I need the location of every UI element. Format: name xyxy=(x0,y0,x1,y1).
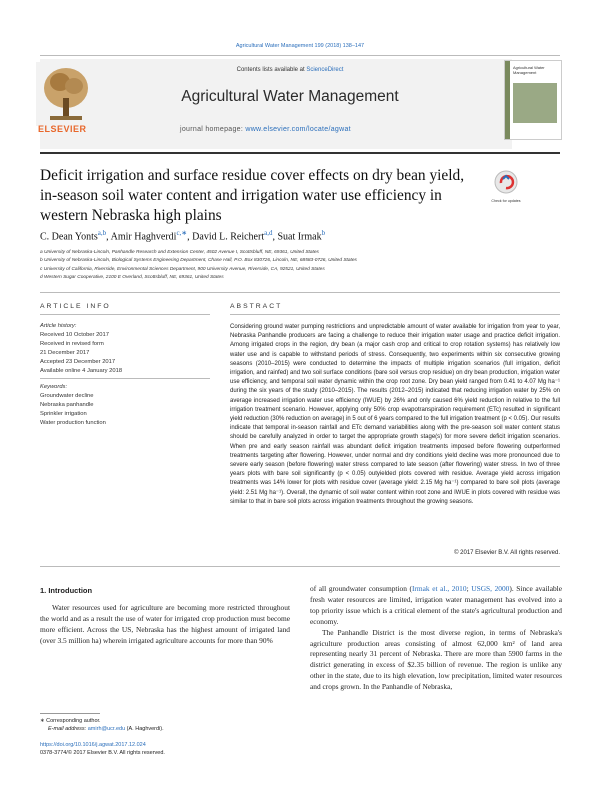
journal-name: Agricultural Water Management xyxy=(181,88,399,105)
article-history-label: Article history: xyxy=(40,323,77,329)
keywords xyxy=(40,383,210,428)
history-entry: Accepted 23 December 2017 xyxy=(40,359,116,365)
elsevier-tree-logo xyxy=(36,62,96,126)
footnote-rule xyxy=(40,713,100,714)
abstract-rule xyxy=(230,314,560,315)
affiliation: c University of California, Riverside, Environmental Sciences Department, 900 University Avenue, Riverside, CA, 92521, United States xyxy=(40,266,325,272)
elsevier-wordmark: ELSEVIER xyxy=(38,124,87,134)
abstract-heading: ABSTRACT xyxy=(230,303,283,310)
doi-link[interactable]: https://doi.org/10.1016/j.agwat.2017.12.024 xyxy=(40,742,146,748)
article-history xyxy=(40,322,210,376)
keywords-label: Keywords: xyxy=(40,384,68,390)
intro-left-column: Water resources used for agriculture are becoming more restricted throughout the world and as a result the use of water for irrigated crop production must become more efficient. Across the US, Nebraska has the highest amount of irrigated land (over 3.5 million ha) wherein irrigated agriculture accounts for more than 90% xyxy=(40,603,290,645)
copyright-notice: © 2017 Elsevier B.V. All rights reserved. xyxy=(454,550,560,556)
email-link[interactable]: amirh@ucr.edu xyxy=(87,726,126,732)
author-name: Suat Irmak xyxy=(277,231,322,243)
intro-paragraph: The Panhandle District is the most diverse region, in terms of Nebraska's agriculture production areas consisting of almost 62,000 km² of land area representing nearly 31 percent of Nebraska. There are more than 5900 farms in the district generating in excess of $2.35 billion of revenue. The region is unlike any other in the state, due to its high elevation, low precipitation, limited water resources and crops grown. In the Panhandle of Nebraska, xyxy=(310,627,562,692)
footnotes xyxy=(40,717,300,733)
history-entry: Available online 4 January 2018 xyxy=(40,368,123,374)
cover-band xyxy=(505,61,510,139)
affiliations xyxy=(40,249,540,282)
journal-homepage xyxy=(180,126,480,133)
corresponding-author-note: ∗ Corresponding author. xyxy=(40,718,101,724)
author-list: C. Dean Yonts$^{a,b}$, Amir Haghverdi$^{c,∗}$, David L. Reichert$^{a,d}$, Suat Irmak$^b$ xyxy=(40,229,326,243)
history-entry: 21 December 2017 xyxy=(40,350,90,356)
body-divider xyxy=(40,566,560,567)
affiliation-divider xyxy=(40,292,560,293)
journal-reference[interactable]: Agricultural Water Management 199 (2018) 138–147 xyxy=(235,43,365,49)
sciencedirect-link[interactable]: ScienceDirect xyxy=(306,67,344,73)
affiliation: a University of Nebraska-Lincoln, Panhandle Research and Extension Center, 4502 Avenue I, Scottsbluff, NE, 69361, United States xyxy=(40,250,319,255)
text-run: ). Since available fresh water resources are limited, irrigation water management has evolved into a top priority issue which is a critical element of the state's agricultural production and economy. xyxy=(310,584,563,626)
homepage-prefix: journal homepage: xyxy=(180,126,246,133)
article-info-heading: ARTICLE INFO xyxy=(40,303,111,310)
check-updates-label: Check for updates xyxy=(491,199,521,203)
introduction-heading: 1. Introduction xyxy=(40,586,93,595)
citation-link[interactable]: Irmak et al., 2010 xyxy=(411,584,467,593)
author-affiliation-marker[interactable]: a,b xyxy=(97,229,107,237)
email-label: E-mail address: xyxy=(48,726,88,732)
author-affiliation-marker[interactable]: b xyxy=(321,229,326,237)
author-affiliation-marker[interactable]: a,d xyxy=(264,229,273,237)
intro-right-column xyxy=(310,584,562,693)
issn-line: 0378-3774/© 2017 Elsevier B.V. All rights reserved. xyxy=(40,750,165,756)
affiliation: d Western Sugar Cooperative, 2100 E Overland, Scottsbluff, NE, 69361, United States xyxy=(40,274,224,280)
contents-line xyxy=(140,67,440,73)
affiliation: b University of Nebraska-Lincoln, Biological Systems Engineering Department, Chase Hall, P.O. Box 830726, Lincoln, NE, 68583-0726, United States xyxy=(40,258,357,264)
homepage-link[interactable]: www.elsevier.com/locate/agwat xyxy=(245,126,351,133)
cover-title: Agricultural Water Management xyxy=(513,65,545,75)
author-affiliation-marker[interactable]: c,∗ xyxy=(176,229,188,237)
title-rule xyxy=(40,152,560,154)
keyword: Water production function xyxy=(40,420,106,426)
history-entry: Received 10 October 2017 xyxy=(40,332,109,338)
email-note xyxy=(40,725,300,733)
keyword: Sprinkler irrigation xyxy=(40,411,87,417)
author-name: David L. Reichert xyxy=(192,231,265,243)
contents-prefix: Contents lists available at xyxy=(236,67,307,73)
cover-image xyxy=(513,83,557,123)
text-run: ; xyxy=(466,584,472,593)
keyword: Nebraska panhandle xyxy=(40,402,94,408)
article-info-rule xyxy=(40,314,210,315)
author-name: Amir Haghverdi xyxy=(110,231,177,243)
email-suffix: (A. Haghverdi). xyxy=(125,726,164,732)
paper-title: Deficit irrigation and surface residue cover effects on dry bean yield, in-season soil water content and irrigation water use efficiency in western Nebraska high plains xyxy=(40,167,465,224)
keyword: Groundwater decline xyxy=(40,393,94,399)
history-entry: Received in revised form xyxy=(40,341,104,347)
journal-cover-thumbnail xyxy=(504,60,562,140)
author-name: C. Dean Yonts xyxy=(40,231,98,243)
check-updates-icon xyxy=(494,170,518,194)
intro-paragraph xyxy=(310,584,562,628)
header-divider xyxy=(40,55,560,56)
keywords-rule xyxy=(40,378,210,379)
check-for-updates-badge[interactable] xyxy=(491,170,521,203)
text-run: of all groundwater consumption ( xyxy=(310,584,412,593)
doi-block xyxy=(40,741,300,757)
abstract-body: Considering ground water pumping restrictions and unpredictable amount of water available for irrigation from year to year, Nebraska Panhandle producers are facing a challenge to reduce their irrigation water usage and practice deficit irrigation. Among irrigated crops in the region, dry bean (a major cash crop and critical to crop rotation systems) has relatively low water use and is capable to withstand periods of stress. Consequently, two experiments within six consecutive growing seasons (2010–2015) were conducted to determine the impacts of multiple irrigation scenarios (full irrigation, deficit irrigation, and rainfed) and two soil surface conditions (bare soil versus crop residue) on dry bean production, irrigation water use efficiency, and temporal soil water dynamic within the crop root zone. Dry bean yield ranged from 0.41 to 4.07 Mg ha⁻¹ during the six years of the study (2010–2015). The results (2012–2015) indicated that reducing irrigation water by 25% on average increased irrigation water use efficiency (IWUE) by 26% and only caused 6% yield reduction in relative to the full irrigation treatment scenario. However, applying only 50% crop evapotranspiration requirement (ETc) resulted in significant yield reduction (30% reduction on average) in 5 out of 6 years compared to the full irrigation treatment (p < 0.05). Our results indicate that temporal in-season rainfall and ETc demand variabilities along with the pre-season soil water content status should be carefully analyzed in order to target the appropriate growth stage(s) for more severe deficit irrigation scenarios. When pre and early season rainfall was abundant deficit irrigation treatments imposed before flowering outperformed treatments targeting after flowering. However, under normal and dry conditions yield decline was more pronounced due to severe early season (before flowering) water stress compared to late season (after flowering) water stress. In two of three years plots with bare soil significantly (p < 0.05) outyielded plots covered with residue. Average yield across irrigation treatments was 14% lower for plots with residue cover (average yield: 2.15 Mg ha⁻¹) compared to bare soil plots (average yield: 2.51 Mg ha⁻¹). Overall, the dynamic of soil water content within root zone and IWUE in plots covered with residue was similar to that in bare soil plots across irrigation treatments throughout the growing seasons. xyxy=(230,324,561,505)
citation-link[interactable]: USGS, 2000 xyxy=(471,584,510,593)
